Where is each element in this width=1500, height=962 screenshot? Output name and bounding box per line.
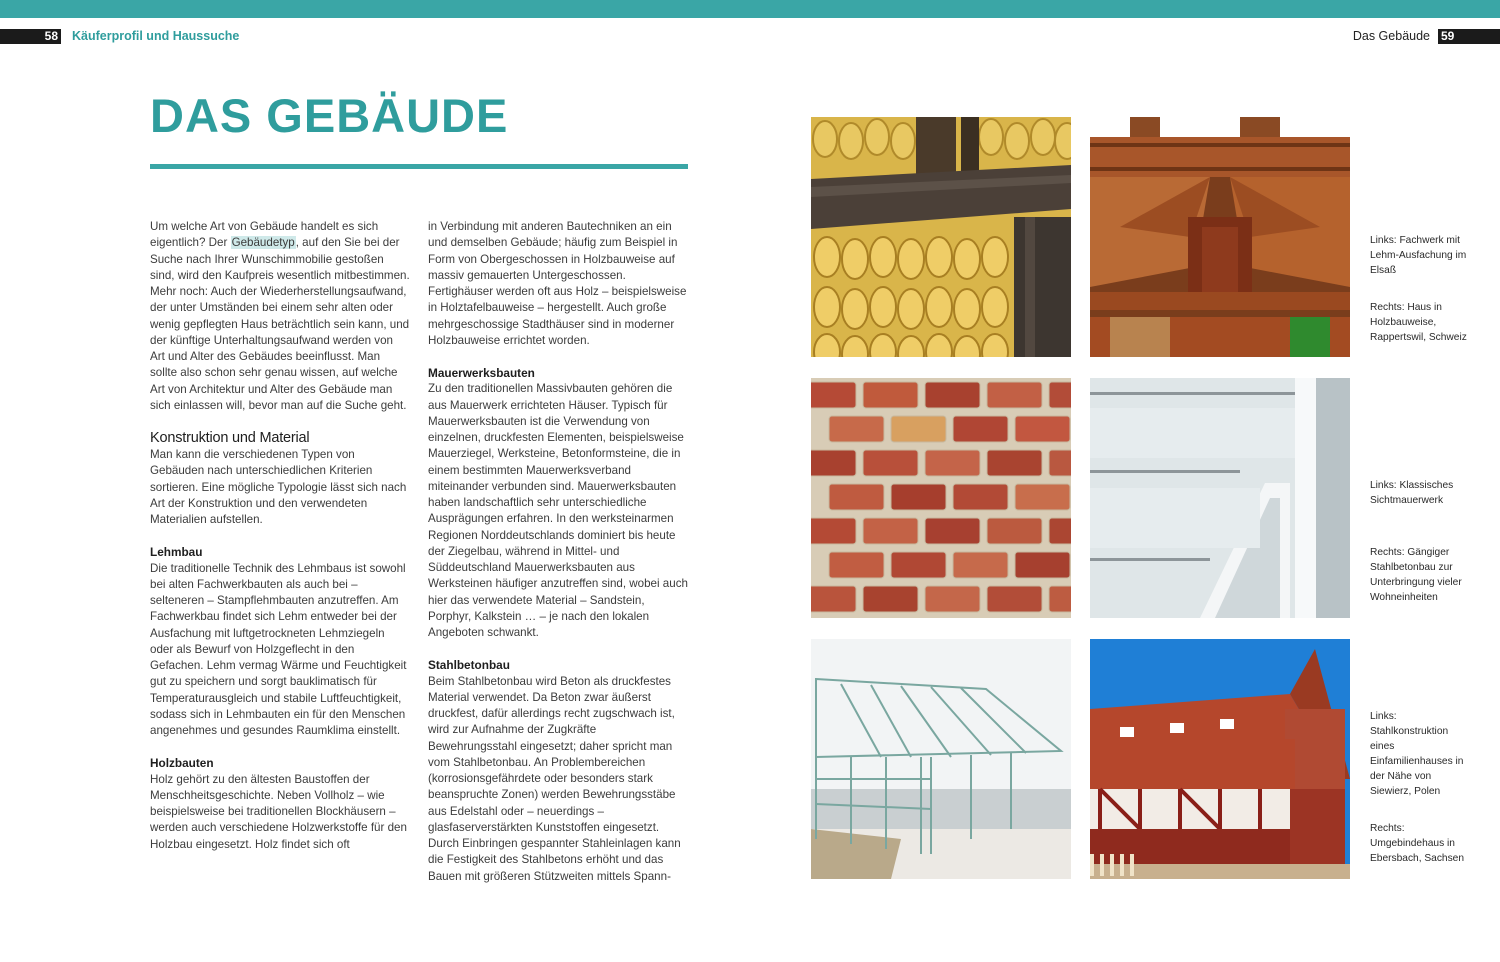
highlighted-term: Gebäudetyp <box>231 236 295 250</box>
paragraph-stahlbetonbau: Beim Stahlbetonbau wird Beton als druckfestes Material verwendet. Da Beton zwar äußerst druckfest, dafür allerdings recht zugschwach ist, wird zur Aufnahme der Zugkräfte Bewehrungsstahl eingesetzt; daher spricht man vom Stahlbetonbau. An Problembereichen (korrosionsgefährdete oder besonders stark beanspruchte Zonen) werden Bewehrungsstäbe aus Edelstahl oder – neuerdings – glasfaserverstärkten Kunststoffen eingesetzt. Durch Einbringen gespannter Stahleinlagen kann die Festigkeit des Stahlbetons erhöht und das Bauen mit größeren Stützweiten mittels Spann- <box>428 674 681 883</box>
photo-stahlbetonbau <box>1090 378 1350 618</box>
photo-holzbauweise <box>1090 117 1350 357</box>
intro-paragraph: Um welche Art von Gebäude handelt es sich eigentlich? Der Gebäudetyp, auf den Sie bei der Suche nach Ihrer Wunschimmobilie gestoßen sind, wird den Kaufpreis wesentlich mitbestimmen. Mehr noch: Auch der Wiederherstellungsaufwand, der unter Umständen bei einem sehr alten oder wenig gepflegten Haus beträchtlich sein kann, und der künftige Unterhaltungsaufwand werden von Art und Alter des Gebäudes beeinflusst. Man sollte also schon sehr genau wissen, auf welche Art von Architektur und Alter des Gebäude man sich einlassen will, bevor man auf die Suche geht. <box>150 220 410 412</box>
photo-umgebindehaus <box>1090 639 1350 879</box>
section-paragraph-konstruktion: Man kann die verschiedenen Typen von Gebäuden nach unterschiedlichen Kriterien sortieren. Eine mögliche Typologie lässt sich nach Art der Konstruktion und den verwendeten Materialien aufstellen. <box>150 448 407 526</box>
page-title: DAS GEBÄUDE <box>150 89 509 142</box>
right-running-head: Das Gebäude <box>1352 29 1430 43</box>
paragraph-lehmbau: Die traditionelle Technik des Lehmbaus ist sowohl bei alten Fachwerkbauten als auch bei – selteneren – Stampflehmbauten anzutreffen. Am Fachwerkbau findet sich Lehm entweder bei der Ausfachung mit luftgetrockneten Lehmziegeln oder als Bewurf von Holzgeflecht in den Gefachen. Lehm vermag Wärme und Feuchtigkeit gut zu speichern und sorgt bauklimatisch für Temperaturausgleich und stabile Luftfeuchtigkeit, sodass sich in Lehmbauten ein für den Menschen angenehmes und gesundes Raumklima einstellt. <box>150 561 407 737</box>
paragraph-mauerwerksbauten: Zu den traditionellen Massivbauten gehören die aus Mauerwerk errichteten Häuser. Typisch für Mauerwerksbauten ist die Verwendung von einzelnen, druckfesten Elementen, beispielsweise Mauerziegel, Werksteine, Betonformsteine, die in einem bestimmten Mauerwerksverband miteinander verbunden sind. Mauerwerksbauten haben landschaftlich sehr unterschiedliche Ausprägungen erfahren. In den werksteinarmen Regionen Norddeutschlands dominiert bis heute der Ziegelbau, während in Mittel- und Süddeutschland Mauerwerksbauten aus Werksteinen häufiger anzutreffen sind, wobei auch hier das verwendete Material – Sandstein, Porphyr, Kalkstein … – je nach den lokalen Angeboten schwankt. <box>428 382 688 639</box>
paragraph-holzbauten-cont: in Verbindung mit anderen Bautechniken an ein und demselben Gebäude; häufig zum Beispiel in Form von Obergeschossen in Holzbauweise auf massiv gemauerten Untergeschossen. Fertighäuser werden oft aus Holz – beispielsweise in Holztafelbauweise – hergestellt. Auch große mehrgeschossige Stadthäuser sind in moderner Holzbauweise errichtet worden. <box>428 220 687 347</box>
caption-photo-1: Links: Fachwerk mit Lehm-Ausfachung im Elsaß <box>1370 235 1467 276</box>
photo-fachwerk-lehm <box>811 117 1071 357</box>
caption-photo-3: Links: Klassisches Sichtmauerwerk <box>1370 480 1454 506</box>
photo-stahlkonstruktion <box>811 639 1071 879</box>
text-column-right <box>428 219 688 885</box>
caption-photo-2: Rechts: Haus in Holzbauweise, Rappertswil, Schweiz <box>1370 302 1467 343</box>
top-color-bar <box>0 0 1500 18</box>
subheading-lehmbau: Lehmbau <box>150 545 203 560</box>
text-column-left <box>150 219 410 853</box>
left-running-head: Käuferprofil und Haussuche <box>72 29 240 43</box>
paragraph-holzbauten: Holz gehört zu den ältesten Baustoffen der Menschheitsgeschichte. Neben Vollholz – wie beispielsweise bei traditionellen Blockhäusern – werden auch verschiedene Holzwerkstoffe für den Holzbau eingesetzt. Holz findet sich oft <box>150 772 407 851</box>
subheading-stahlbetonbau: Stahlbetonbau <box>428 658 510 673</box>
caption-photo-4: Rechts: Gängiger Stahlbetonbau zur Unterbringung vieler Wohneinheiten <box>1370 547 1462 603</box>
right-page-number: 59 <box>1438 29 1500 44</box>
subheading-holzbauten: Holzbauten <box>150 756 214 771</box>
section-heading-konstruktion: Konstruktion und Material <box>150 430 310 446</box>
title-rule <box>150 164 688 169</box>
left-page-number: 58 <box>0 29 61 44</box>
photo-sichtmauerwerk <box>811 378 1071 618</box>
subheading-mauerwerksbauten: Mauerwerksbauten <box>428 366 535 380</box>
caption-photo-6: Rechts: Umgebindehaus in Ebersbach, Sachsen <box>1370 823 1465 864</box>
caption-photo-5: Links: Stahlkonstruktion eines Einfamilienhauses in der Nähe von Siewierz, Polen <box>1370 711 1464 797</box>
